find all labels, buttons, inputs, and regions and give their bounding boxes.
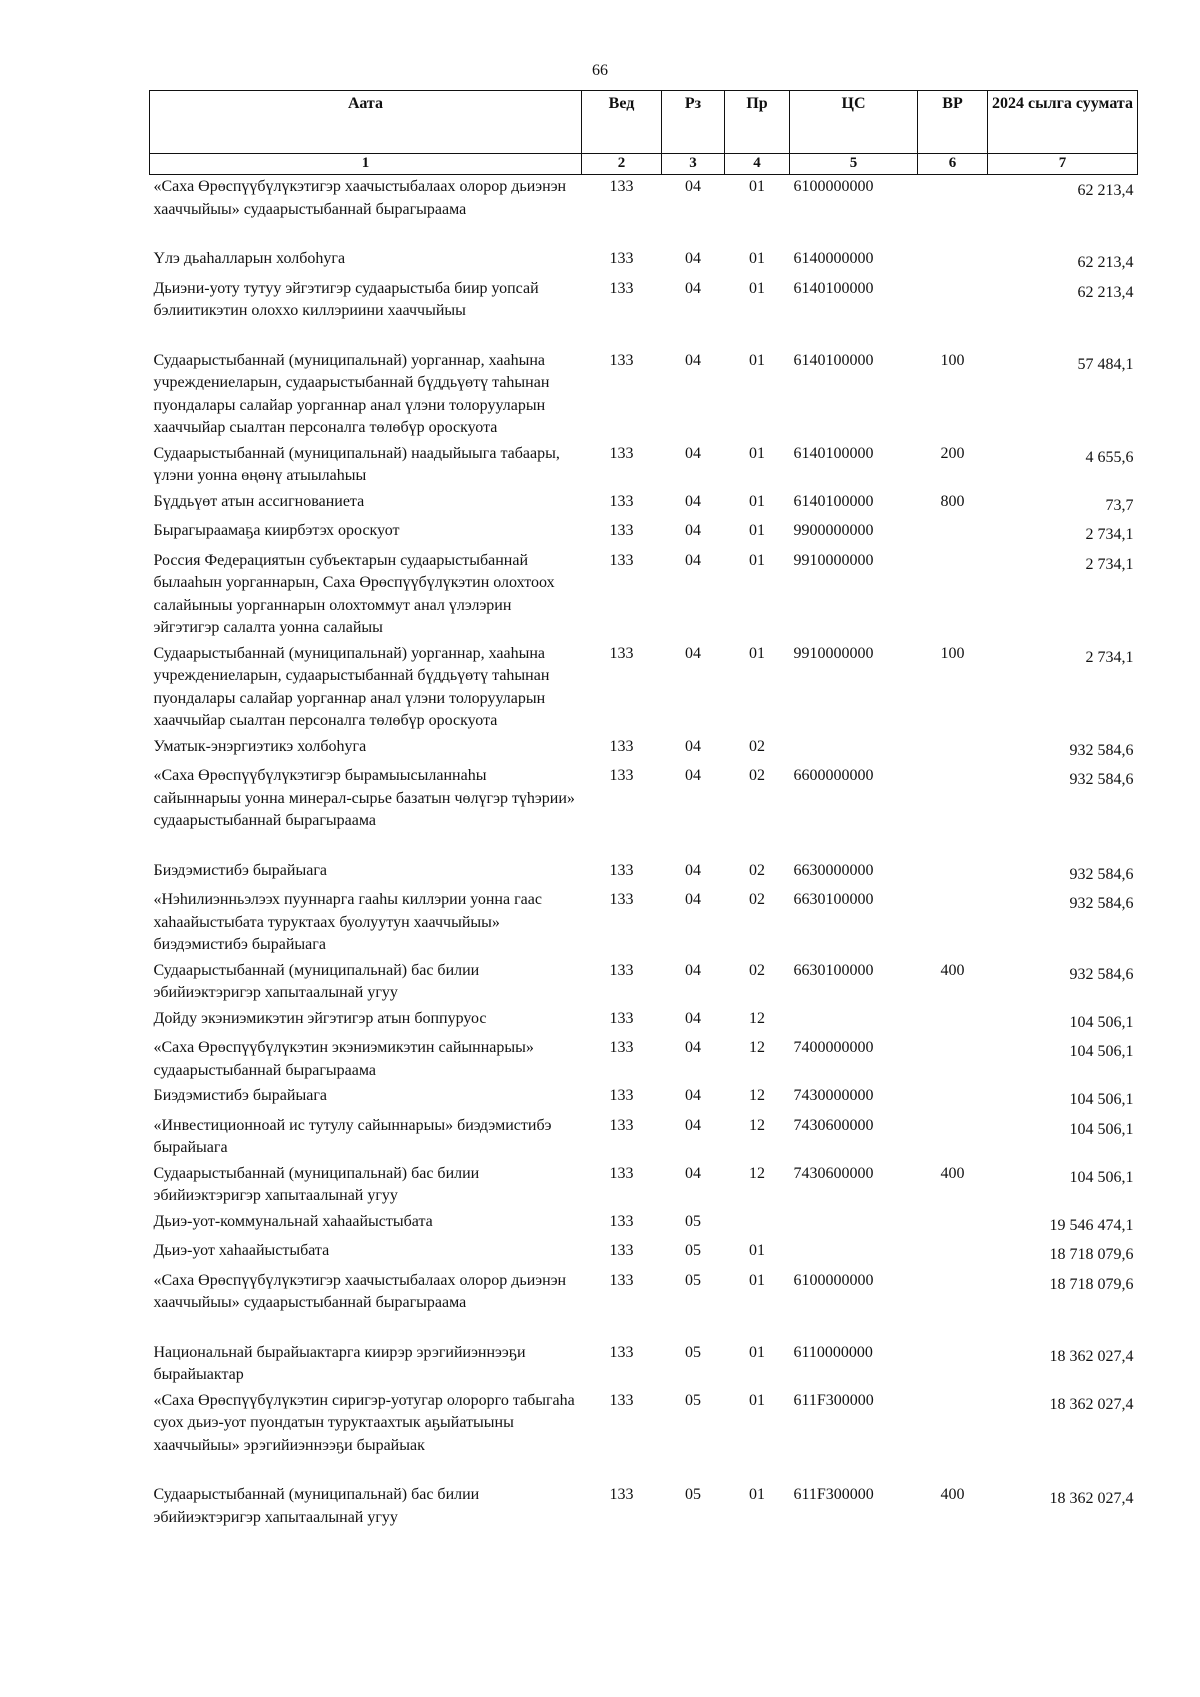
table-row: [150, 1483, 1138, 1531]
row-rz: 04: [685, 1009, 701, 1027]
row-sum-value: 2 734,1: [1085, 555, 1134, 573]
column-number: 1: [150, 154, 582, 175]
row-vr: [918, 277, 988, 349]
row-ved: 133: [609, 961, 634, 979]
row-vr: 400: [940, 1486, 965, 1503]
row-name: Судаарыстыбаннай (муниципальнай) бас билии эбийиэктэригэр хапытаалынай угуу: [153, 1486, 480, 1526]
row-rz: 04: [685, 178, 701, 195]
table-row: [150, 859, 1138, 889]
row-ved: 133: [609, 737, 634, 755]
table-row: [150, 1239, 1138, 1269]
table-row: [150, 1210, 1138, 1240]
row-name: «Саха Өрөспүүбүлүкэтигэр хаачыстыбалаах олорор дьиэнэн хааччыйыы» судаарыстыбаннай бырагыраама: [153, 1271, 567, 1311]
row-sum-value: 104 506,1: [1069, 1120, 1134, 1138]
row-sum: [988, 1269, 1138, 1341]
row-pr: 01: [749, 1271, 765, 1289]
table-row: [150, 519, 1138, 549]
row-rz: 04: [685, 737, 701, 755]
row-sum: [988, 277, 1138, 349]
table-row: [150, 959, 1138, 1007]
row-rz: 04: [685, 492, 701, 510]
row-sum-value: 57 484,1: [1077, 355, 1134, 373]
row-sum-value: 4 655,6: [1085, 448, 1134, 466]
row-rz: 04: [685, 522, 701, 539]
row-sum-value: 932 584,6: [1069, 895, 1134, 912]
row-cs: 6140100000: [793, 351, 874, 369]
row-pr: 01: [749, 444, 765, 462]
row-rz: 05: [685, 1391, 701, 1409]
row-name: Дьиэ-уот хаһаайыстыбата: [153, 1242, 330, 1259]
table-row: [150, 735, 1138, 765]
row-sum-value: 18 362 027,4: [1049, 1490, 1134, 1507]
row-pr: 01: [749, 1486, 765, 1503]
header-pr: Пр: [725, 91, 790, 154]
row-vr: [918, 1084, 988, 1114]
row-name: «Саха Өрөспүүбүлүкэтигэр бырамыысыланнаһы сайыннарыы уонна минерал-сырье базатын чөлүгэр түһэрии» судаарыстыбаннай бырагыраама: [153, 767, 575, 829]
row-name: Судаарыстыбаннай (муниципальнай) уорганнар, хааһына учреждениеларын, судаарыстыбаннай бүддьүөтү таһынан пуондалары салайар уорганнар анал үлэни толорууларын хааччыйар сыалтан персоналга төлөбүр ороскуота: [153, 644, 550, 729]
row-ved: 133: [609, 250, 634, 267]
row-sum-value: 932 584,6: [1069, 741, 1134, 759]
row-name: «Инвестиционноай ис тутулу сайыннарыы» биэдэмистибэ бырайыага: [153, 1116, 552, 1156]
row-sum: [988, 1389, 1138, 1484]
row-vr: [918, 549, 988, 642]
row-vr: [918, 1114, 988, 1162]
row-name: Бүддьүөт атын ассигнованиета: [153, 492, 365, 510]
row-cs: 7430600000: [793, 1164, 874, 1182]
column-number: 4: [725, 154, 790, 175]
row-vr: [918, 1269, 988, 1341]
row-sum-value: 932 584,6: [1069, 771, 1134, 788]
table-row: [150, 277, 1138, 349]
row-sum: [988, 642, 1138, 735]
row-vr: [918, 764, 988, 859]
row-vr: 800: [940, 492, 965, 510]
row-cs: 6110000000: [793, 1343, 873, 1361]
row-cs: 7430600000: [793, 1116, 874, 1134]
row-pr: 02: [749, 767, 765, 784]
row-pr: 12: [749, 1116, 765, 1134]
row-rz: 04: [685, 1164, 701, 1182]
budget-table: [149, 90, 1138, 1531]
row-rz: 05: [685, 1343, 701, 1361]
row-sum-value: 18 718 079,6: [1049, 1275, 1134, 1293]
table-row: [150, 1036, 1138, 1084]
column-number-row: [150, 154, 1138, 175]
row-name: Дьиэ-уот-коммунальнай хаһаайыстыбата: [153, 1212, 433, 1230]
row-pr: 01: [749, 351, 765, 369]
row-sum-value: 932 584,6: [1069, 865, 1134, 883]
row-cs: 611F300000: [793, 1391, 874, 1409]
header-row: [150, 91, 1138, 154]
row-sum: [988, 888, 1138, 959]
column-number: 7: [988, 154, 1138, 175]
row-sum: [988, 1036, 1138, 1084]
header-rz: Рз: [662, 91, 725, 154]
row-ved: 133: [609, 1116, 634, 1134]
table-row: [150, 642, 1138, 735]
row-pr: 01: [749, 1343, 765, 1361]
row-vr: [918, 1389, 988, 1484]
row-sum-value: 2 734,1: [1085, 648, 1134, 666]
row-ved: 133: [609, 279, 634, 297]
row-vr: [918, 1239, 988, 1269]
table-row: [150, 888, 1138, 959]
table-row: [150, 247, 1138, 277]
row-vr: [918, 1007, 988, 1037]
row-ved: 133: [609, 644, 634, 662]
row-name: «Саха Өрөспүүбүлүкэтин экэниэмикэтин сайыннарыы» судаарыстыбаннай бырагыраама: [153, 1039, 534, 1079]
row-sum-value: 18 362 027,4: [1049, 1347, 1134, 1365]
row-name: Үлэ дьаһалларын холбоһуга: [153, 250, 346, 267]
page-number: 66: [592, 62, 608, 79]
row-pr: 12: [749, 1039, 765, 1056]
row-pr: 12: [749, 1009, 765, 1027]
row-ved: 133: [609, 444, 634, 462]
row-sum: [988, 1114, 1138, 1162]
row-cs: [790, 735, 918, 765]
row-name: «Нэһилиэнньэлээх пууннарга гааһы киллэрии уонна гаас хаһаайыстыбата туруктаах буолуутун хааччыйыы» биэдэмистибэ бырайыага: [153, 891, 542, 953]
row-rz: 04: [685, 1039, 701, 1056]
row-rz: 04: [685, 444, 701, 462]
row-cs: 6140100000: [793, 444, 874, 462]
row-name: «Саха Өрөспүүбүлүкэтигэр хаачыстыбалаах олорор дьиэнэн хааччыйыы» судаарыстыбаннай бырагыраама: [153, 178, 567, 218]
row-cs: 7400000000: [793, 1039, 874, 1056]
row-sum: [988, 1084, 1138, 1114]
row-name: Судаарыстыбаннай (муниципальнай) наадыйыыга табаары, үлэни уонна өңөнү атыылаһыы: [153, 444, 560, 484]
row-pr: 01: [749, 522, 765, 539]
row-ved: 133: [609, 1039, 634, 1056]
row-ved: 133: [609, 1212, 634, 1230]
row-pr: 01: [749, 492, 765, 510]
row-sum: [988, 1007, 1138, 1037]
row-ved: 133: [609, 1486, 634, 1503]
row-pr: 01: [749, 1242, 765, 1259]
row-sum-value: 2 734,1: [1085, 526, 1134, 543]
row-pr: [725, 1210, 790, 1240]
row-sum: [988, 959, 1138, 1007]
row-pr: 01: [749, 1391, 765, 1409]
row-name: Дьиэни-уоту тутуу эйгэтигэр судаарыстыба биир уопсай бэлиитикэтин олоххо киллэриини хааччыйыы: [153, 279, 539, 319]
row-sum-value: 62 213,4: [1077, 254, 1134, 271]
column-number: 3: [662, 154, 725, 175]
row-name: Биэдэмистибэ бырайыага: [153, 1087, 327, 1104]
row-rz: 04: [685, 351, 701, 369]
row-sum: [988, 1162, 1138, 1210]
row-sum-value: 62 213,4: [1077, 283, 1134, 301]
row-name: Биэдэмистибэ бырайыага: [153, 861, 327, 879]
row-vr: [918, 1210, 988, 1240]
row-sum-value: 104 506,1: [1069, 1091, 1134, 1108]
table-row: [150, 1389, 1138, 1484]
row-ved: 133: [609, 861, 634, 879]
row-cs: 7430000000: [793, 1087, 874, 1104]
row-sum: [988, 1341, 1138, 1389]
row-vr: 400: [940, 961, 965, 979]
row-cs: [790, 1210, 918, 1240]
header-cs: ЦС: [790, 91, 918, 154]
row-cs: 6140100000: [793, 492, 874, 510]
row-rz: 05: [685, 1242, 701, 1259]
table-row: [150, 1084, 1138, 1114]
header-ved: Вед: [582, 91, 662, 154]
row-sum: [988, 349, 1138, 442]
row-vr: 200: [940, 444, 965, 462]
row-vr: [918, 519, 988, 549]
row-ved: 133: [609, 1343, 634, 1361]
row-sum: [988, 1210, 1138, 1240]
row-sum: [988, 1483, 1138, 1531]
row-ved: 133: [609, 492, 634, 510]
table-row: [150, 490, 1138, 520]
row-sum: [988, 549, 1138, 642]
row-vr: [918, 888, 988, 959]
row-cs: 6140000000: [793, 250, 874, 267]
row-name: Уматык-энэргиэтикэ холбоһуга: [153, 737, 367, 755]
row-pr: 01: [749, 250, 765, 267]
row-ved: 133: [609, 1391, 634, 1409]
row-rz: 04: [685, 250, 701, 267]
row-sum: [988, 1239, 1138, 1269]
row-ved: 133: [609, 351, 634, 369]
row-vr: [918, 1036, 988, 1084]
row-name: Дойду экэниэмикэтин эйгэтигэр атын боппуруос: [153, 1009, 487, 1027]
table-row: [150, 175, 1138, 248]
row-sum: [988, 519, 1138, 549]
row-sum-value: 104 506,1: [1069, 1013, 1134, 1031]
row-name: Бырагыраамаҕа киирбэтэх ороскуот: [153, 522, 400, 539]
row-vr: [918, 175, 988, 248]
row-cs: 9910000000: [793, 551, 874, 569]
row-pr: 02: [749, 861, 765, 879]
row-sum-value: 104 506,1: [1069, 1043, 1134, 1060]
header-name: Аата: [150, 91, 582, 154]
table-row: [150, 1114, 1138, 1162]
row-pr: 01: [749, 178, 765, 195]
row-cs: 6630100000: [793, 891, 874, 908]
table-row: [150, 764, 1138, 859]
row-sum-value: 19 546 474,1: [1049, 1216, 1134, 1234]
row-name: Национальнай бырайыактарга киирэр эрэгийиэннээҕи бырайыактар: [153, 1343, 526, 1383]
row-ved: 133: [609, 1271, 634, 1289]
row-rz: 04: [685, 767, 701, 784]
row-pr: 01: [749, 644, 765, 662]
row-cs: [790, 1239, 918, 1269]
row-cs: 6630100000: [793, 961, 874, 979]
row-rz: 04: [685, 279, 701, 297]
row-sum-value: 104 506,1: [1069, 1168, 1134, 1186]
row-pr: 02: [749, 891, 765, 908]
row-name: Судаарыстыбаннай (муниципальнай) бас билии эбийиэктэригэр хапытаалынай угуу: [153, 961, 480, 1001]
row-ved: 133: [609, 1164, 634, 1182]
table-row: [150, 549, 1138, 642]
row-vr: [918, 859, 988, 889]
row-ved: 133: [609, 551, 634, 569]
row-ved: 133: [609, 178, 634, 195]
row-sum-value: 18 362 027,4: [1049, 1395, 1134, 1413]
row-pr: 12: [749, 1087, 765, 1104]
row-name: Судаарыстыбаннай (муниципальнай) уорганнар, хааһына учреждениеларын, судаарыстыбаннай бүддьүөтү таһынан пуондалары салайар уорганнар анал үлэни толорууларын хааччыйар сыалтан персоналга төлөбүр ороскуота: [153, 351, 550, 436]
table-row: [150, 1341, 1138, 1389]
row-sum: [988, 764, 1138, 859]
row-pr: 01: [749, 279, 765, 297]
row-vr: 100: [940, 351, 965, 369]
row-cs: 6600000000: [793, 767, 874, 784]
row-rz: 04: [685, 1116, 701, 1134]
table-row: [150, 1162, 1138, 1210]
row-cs: 611F300000: [793, 1486, 874, 1503]
row-sum: [988, 247, 1138, 277]
row-rz: 04: [685, 644, 701, 662]
row-rz: 04: [685, 961, 701, 979]
row-name: Судаарыстыбаннай (муниципальнай) бас билии эбийиэктэригэр хапытаалынай угуу: [153, 1164, 480, 1204]
row-vr: [918, 735, 988, 765]
column-number: 6: [918, 154, 988, 175]
header-sum: 2024 сылга суумата: [988, 91, 1138, 154]
row-ved: 133: [609, 767, 634, 784]
row-ved: 133: [609, 1009, 634, 1027]
row-name: «Саха Өрөспүүбүлүкэтин сиригэр-уотугар олорорго табыгаһа суох дьиэ-уот пуондатын туруктаахтык аҕыйатыыны хааччыйыы» эрэгийиэннээҕи бырайыак: [153, 1391, 575, 1454]
row-sum-value: 932 584,6: [1069, 965, 1134, 983]
header-vr: ВР: [918, 91, 988, 154]
row-sum: [988, 442, 1138, 490]
row-cs: 6100000000: [793, 1271, 874, 1289]
row-ved: 133: [609, 1087, 634, 1104]
row-pr: 02: [749, 737, 765, 755]
row-cs: 6100000000: [793, 178, 874, 195]
row-vr: 100: [940, 644, 965, 662]
table-row: [150, 1269, 1138, 1341]
table-row: [150, 349, 1138, 442]
row-sum-value: 62 213,4: [1077, 182, 1134, 199]
row-vr: [918, 247, 988, 277]
table-row: [150, 1007, 1138, 1037]
row-pr: 12: [749, 1164, 765, 1182]
column-number: 5: [790, 154, 918, 175]
row-vr: 400: [940, 1164, 965, 1182]
row-rz: 05: [685, 1271, 701, 1289]
row-sum: [988, 859, 1138, 889]
row-cs: 9900000000: [793, 522, 874, 539]
row-rz: 04: [685, 551, 701, 569]
budget-sheet: [149, 90, 1137, 1531]
row-cs: 9910000000: [793, 644, 874, 662]
row-rz: 04: [685, 1087, 701, 1104]
row-name: Россия Федерациятын субъектарын судаарыстыбаннай былааһын уорганнарын, Саха Өрөспүүбүлүкэтин олохтоох салайыныы уорганнарын олохтоммут анал үлэлэрин эйгэтигэр салалта уонна салайыы: [153, 551, 555, 636]
row-ved: 133: [609, 891, 634, 908]
row-sum: [988, 175, 1138, 248]
row-ved: 133: [609, 522, 634, 539]
row-vr: [918, 1341, 988, 1389]
row-ved: 133: [609, 1242, 634, 1259]
row-cs: 6140100000: [793, 279, 874, 297]
column-number: 2: [582, 154, 662, 175]
row-pr: 01: [749, 551, 765, 569]
row-sum-value: 18 718 079,6: [1049, 1246, 1134, 1263]
table-body: [150, 175, 1138, 1532]
row-rz: 05: [685, 1486, 701, 1503]
row-rz: 04: [685, 861, 701, 879]
row-pr: 02: [749, 961, 765, 979]
row-sum-value: 73,7: [1105, 496, 1134, 514]
row-sum: [988, 735, 1138, 765]
row-sum: [988, 490, 1138, 520]
row-cs: 6630000000: [793, 861, 874, 879]
row-rz: 05: [685, 1212, 701, 1230]
row-cs: [790, 1007, 918, 1037]
table-row: [150, 442, 1138, 490]
row-rz: 04: [685, 891, 701, 908]
